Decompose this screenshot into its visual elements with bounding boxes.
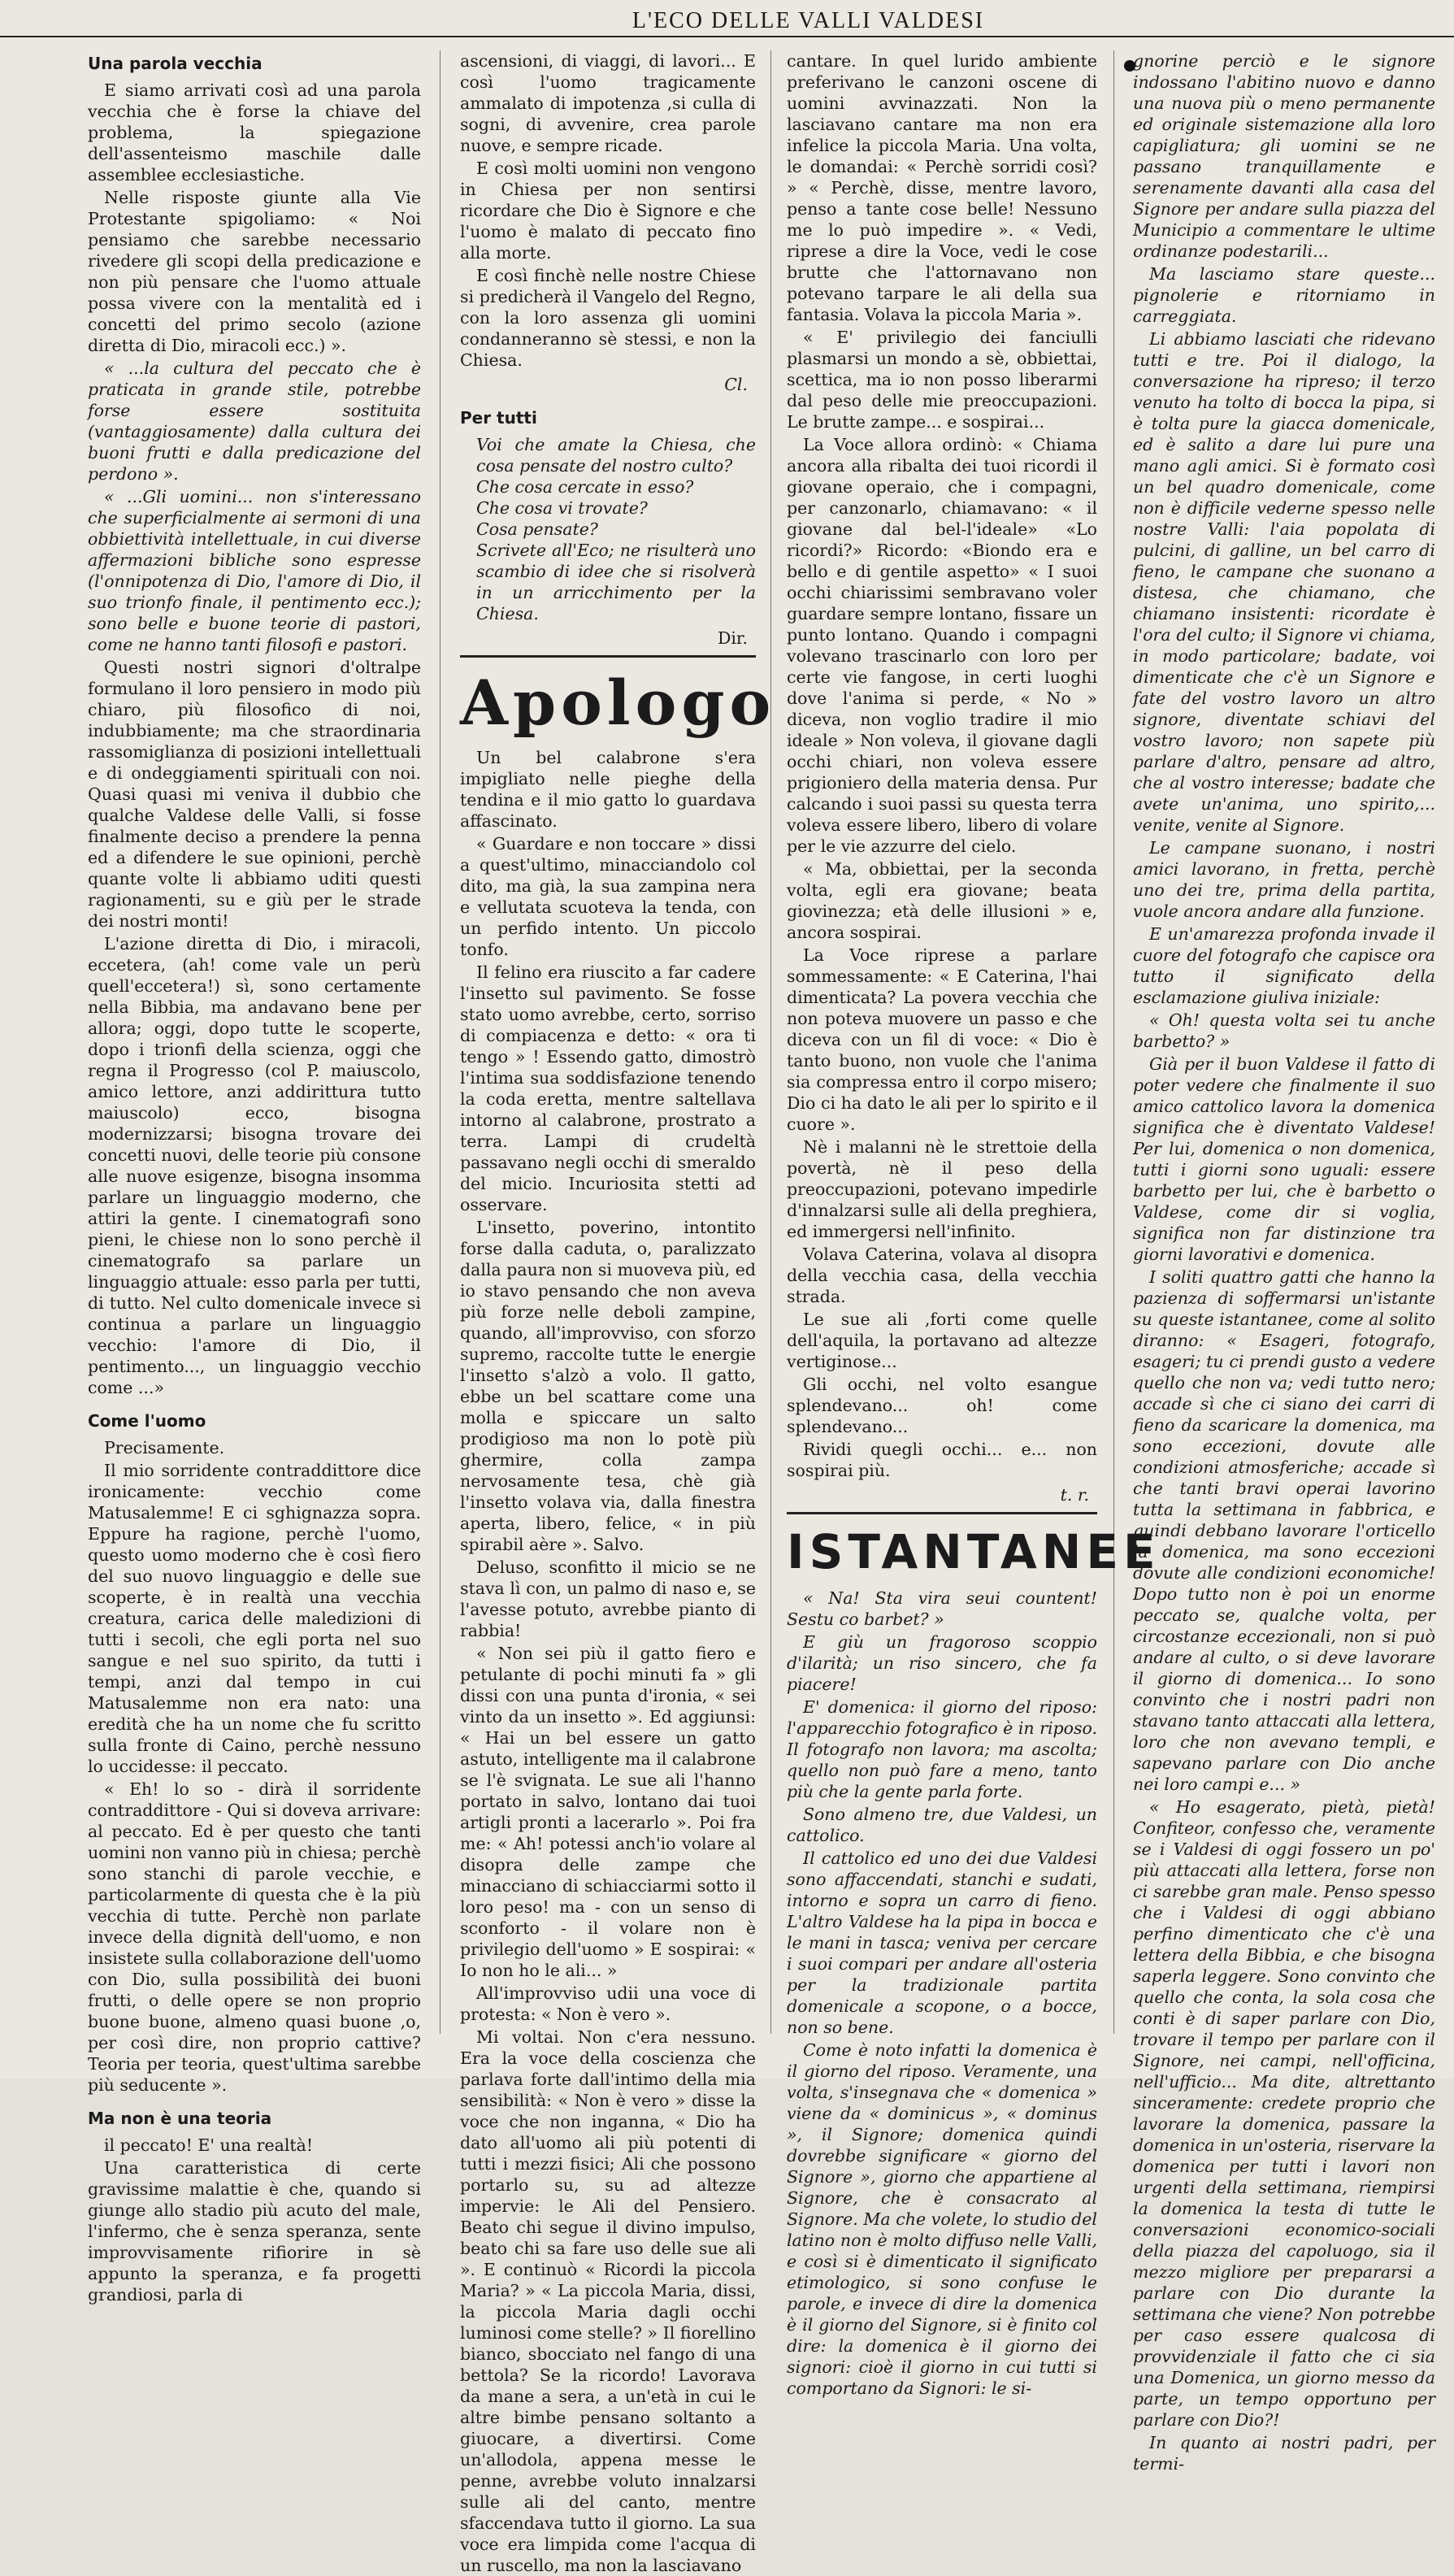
paragraph: ascensioni, di viaggi, di lavori... E così l'uomo tragicamente ammalato di impotenza ,si culla di sogni, di avvenire, crea parole nuove, e sempre ricade.: [460, 51, 756, 155]
signature: t. r.: [1060, 1485, 1089, 1505]
divider: [460, 655, 756, 658]
paragraph: La Voce allora ordinò: « Chiama ancora alla ribalta dei tuoi ricordi il giovane operaio, che i compagni, per canzonarlo, chiamavano: « il giovane dal bel-l'ideale» «Lo ricordi?» Ricordo: «Biondo era e bello e di gentile aspetto» « I suoi occhi chiarissimi sembravano voler guardare sempre lontano, fissare un punto lontano. Quando i compagni volevano trascinarlo con loro per certe vie fangose, in certi luoghi dove l'anima si perde, « No » diceva, non voglio tradire il mio ideale » Non voleva, il giovane dagli occhi chiari, non voleva essere prigioniero della materia densa. Pur calcando i suoi passi su questa terra voleva essere libero, libero di volare per le vie azzurre del cielo.: [787, 435, 1097, 856]
paragraph: il peccato! E' una realtà!: [104, 2135, 314, 2155]
paragraph: Gli occhi, nel volto esangue splendevano... oh! come splendevano...: [787, 1375, 1097, 1436]
paragraph: Nè i malanni nè le strettoie della povertà, nè il peso della preoccupazioni, potevano impedirle d'innalzarsi sulle ali della preghiera, ed immergersi nell'infinito.: [787, 1137, 1097, 1241]
paragraph: Sono almeno tre, due Valdesi, un cattolico.: [787, 1805, 1097, 1845]
masthead-title: L'ECO DELLE VALLI VALDESI: [632, 8, 985, 33]
paragraph: E un'amarezza profonda invade il cuore del fotografo che capisce ora tutto il significato della esclamazione giuliva iniziale:: [1133, 924, 1435, 1007]
verse-line: Che cosa cercate in esso?: [476, 477, 694, 497]
signature: Dir.: [717, 628, 748, 648]
column-rule: [1113, 50, 1114, 2034]
paragraph: Il felino era riuscito a far cadere l'insetto sul pavimento. Se fosse stato uomo avrebbe, certo, sorriso di compiacenza e detto: « ora ti tengo » ! Essendo gatto, dimostrò l'intima sua soddisfazione tenendo la coda eretta, mentre saltellava intorno al calabrone, prostrato a terra. Lampi di crudeltà passavano negli occhi di smeraldo del micio. Incuriosita stetti ad osservare.: [460, 962, 756, 1214]
paragraph: La Voce riprese a parlare sommessamente: « E Caterina, l'hai dimenticata? La povera vecchia che non poteva muovere un passo e che diceva con un fil di voce: « Dio è tanto buono, non vuole che l'anima sia compressa entro il corpo misero; Dio ci ha dato le ali per lo spirito e il cuore ».: [787, 945, 1097, 1134]
column-rule: [770, 50, 771, 2034]
paragraph: Rividi quegli occhi... e... non sospirai più.: [787, 1440, 1097, 1480]
paragraph: Mi voltai. Non c'era nessuno. Era la voce della coscienza che parlava forte dall'intimo della mia sensibilità: « Non è vero » disse la voce che non inganna, « Dio ha dato all'uomo ali più potenti di tutti i mezzi fisici; Ali che possono portarlo su, su ad altezze impervie: le Ali del Pensiero. Beato chi segue il divino impulso, beato chi sa fare uso delle sue ali ». E continuò « Ricordi la piccola Maria? » « La piccola Maria, dissi, la piccola Maria dagli occhi luminosi come stelle? » Il fiorellino bianco, sbocciato nel fango di una bettola? Se la ricordo! Lavorava da mane a sera, a un'età in cui le altre bimbe pensano soltanto a giuocare, a divertirsi. Come un'allodola, appena messe le penne, avrebbe voluto innalzarsi sulle ali del canto, mentre sfaccendava tutto il giorno. La sua voce era limpida come l'acqua di un ruscello, ma non la lasciavano: [460, 2027, 756, 2575]
paragraph: Nelle risposte giunte alla Vie Protestante spigoliamo: « Noi pensiamo che sarebbe necessario rivedere gli scopi della predicazione e non più pensare che l'uomo attuale possa vivere con la mentalità ed i concetti del primo secolo (azione diretta di Dio, miracoli ecc.) ».: [88, 188, 421, 355]
paragraph: « Ho esagerato, pietà, pietà! Confiteor, confesso che, veramente se i Valdesi di oggi fossero un po' più attaccati alla lettera, forse non ci sarebbe gran male. Penso spesso che i Valdesi di oggi abbiano perfino dimenticato che c'è una lettera della Bibbia, e che bisogna saperla leggere. Sono convinto che quello che conta, la sola cosa che conti è di saper parlare con Dio, trovare il tempo per parlare con il Signore, nei campi, nell'officina, nell'ufficio... Ma dite, altrettanto sinceramente: credete proprio che lavorare la domenica, passare la domenica in un'osteria, riservare la domenica per tutti i lavori non urgenti della settimana, riempirsi la domenica la testa di tutte le conversazioni economico-sociali della piazza del capoluogo, sia il mezzo migliore per prepararsi a parlare con Dio durante la settimana che viene? Non potrebbe per caso essere qualcosa di provvidenziale il fatto che ci sia una Domenica, un giorno messo da parte, un tempo opportuno per parlare con Dio?!: [1133, 1797, 1435, 2430]
column-4: [1133, 50, 1435, 2474]
verse-line: Voi che amate la Chiesa, che cosa pensate del nostro culto?: [476, 435, 756, 476]
paragraph: Ma lasciamo stare queste... pignolerie e ritorniamo in carreggiata.: [1133, 264, 1435, 326]
paragraph: Una caratteristica di certe gravissime malattie è che, quando si giunge allo stadio più acuto del male, l'infermo, che è senza speranza, sente improvvisamente rifiorire in sè appunto la speranza, e fa progetti grandiosi, parla di: [88, 2158, 421, 2304]
paragraph: « Ma, obbiettai, per la seconda volta, egli era giovane; beata giovinezza; età delle illusioni » e, ancora sospirai.: [787, 859, 1097, 942]
article-title: ISTANTANEE: [787, 1524, 1161, 1579]
paragraph: L'insetto, poverino, intontito forse dalla caduta, o, paralizzato dalla paura non si muoveva più, ed io stavo pensando che non aveva più forze nelle deboli zampine, quando, all'improvviso, con sforzo supremo, raccolte tutte le energie l'insetto s'alzò a volo. Il gatto, ebbe un bel scattare come una molla e spiccare un salto prodigioso ma non lo potè più ghermire, colla zampa nervosamente tesa, chè già l'insetto volava via, dalla finestra aperta, libero, felice, « in più spirabil aère ». Salvo.: [460, 1218, 756, 1554]
verse-block: [476, 434, 756, 624]
paragraph: E siamo arrivati così ad una parola vecchia che è forse la chiave del problema, la spiegazione dell'assenteismo maschile dalle assemblee ecclesiastiche.: [88, 80, 421, 185]
paragraph: « Non sei più il gatto fiero e petulante di pochi minuti fa » gli dissi con una punta d'ironia, « sei vinto da un insetto ». Ed aggiunsi: « Hai un bel essere un gatto astuto, intelligente ma il calabrone se l'è svignata. Le sue ali l'hanno portato in salvo, lontano dai tuoi artigli pronti a lacerarlo ». Poi fra me: « Ah! potessi anch'io volare al disopra delle zampe che minacciano di schiacciarmi sotto il loro peso! ma - con un senso di sconforto - il volare non è privilegio dell'uomo » E sospirai: « Io non ho le ali... »: [460, 1644, 756, 1980]
paragraph: Come è noto infatti la domenica è il giorno del riposo. Veramente, una volta, s'insegnava che « domenica » viene da « dominicus », « dominus », il Signore; domenica quindi dovrebbe significare « giorno del Signore », giorno che appartiene al Signore, che è consacrato al Signore. Ma che volete, lo studio del latino non è molto diffuso nelle Valli, e così si è dimenticato il significato etimologico, si sono confuse le parole, e invece di dire la domenica è il giorno del Signore, si è finito col dire: la domenica è il giorno dei signori: cioè il giorno in cui tutti si comportano da Signori: le si-: [787, 2040, 1097, 2398]
paragraph: E così finchè nelle nostre Chiese si predicherà il Vangelo del Regno, con la loro assenza gli uomini condanneranno sè stessi, e non la Chiesa.: [460, 266, 756, 370]
verse-line: Cosa pensate?: [476, 519, 598, 539]
verse-line: Che cosa vi trovate?: [476, 498, 648, 518]
article-title: Apologo: [460, 667, 776, 739]
column-1: [88, 50, 421, 2304]
paragraph: Questi nostri signori d'oltralpe formulano il loro pensiero in modo più chiaro, più filosofico di noi, indubbiamente; ma che straordinaria rassomiglianza di posizioni intellettuali e di ondeggiamenti spirituali con noi. Quasi quasi mi veniva il dubbio che qualche Valdese delle Valli, si fosse finalmente deciso a prendere la penna ed a difendere le sue opinioni, perchè quante volte li abbiamo uditi questi ragionamenti, su e giù per le strade dei nostri monti!: [88, 658, 421, 931]
paragraph: E così molti uomini non vengono in Chiesa per non sentirsi ricordare che Dio è Signore e che l'uomo è malato di peccato fino alla morte.: [460, 159, 756, 263]
section-heading: Una parola vecchia: [88, 54, 263, 73]
paragraph: « Na! Sta vira seui countent! Sestu co barbet? »: [787, 1588, 1097, 1629]
paragraph: « Guardare e non toccare » dissi a quest'ultimo, minacciandolo col dito, ma già, la sua zampina nera e vellutata scuoteva la tenda, con un perfido intento. Un piccolo tonfo.: [460, 834, 756, 959]
paragraph: I soliti quattro gatti che hanno la pazienza di soffermarsi un'istante su queste istantanee, come al solito diranno: « Esageri, fotografo, esageri; tu ci prendi gusto a vedere quello che non va; vedi tutto nero; accade sì che ci siano dei carri di fieno da scaricare la domenica, ma sono eccezioni, dovute alle condizioni atmosferiche; accade sì che tanti bravi operai lavorino tutta la settimana in fabbrica, e quindi debbano lavorare l'orticello la domenica, ma sono eccezioni dovute alle condizioni economiche! Dopo tutto non è poi un enorme peccato se, qualche volta, per circostanze eccezionali, non si può andare al culto, o si deve lavorare il giorno di domenica... Io sono convinto che i nostri padri non stavano tanto attaccati alla lettera, loro che non avevano templi, e sapevano parlare con Dio anche nei loro campi e... »: [1133, 1267, 1435, 1794]
section-heading: Come l'uomo: [88, 1411, 206, 1431]
paragraph: Volava Caterina, volava al disopra della vecchia casa, della vecchia strada.: [787, 1245, 1097, 1306]
paragraph: Deluso, sconfitto il micio se ne stava lì con, un palmo di naso e, se l'avesse potuto, avrebbe pianto di rabbia!: [460, 1557, 756, 1640]
paragraph: All'improvviso udii una voce di protesta: « Non è vero ».: [460, 1983, 756, 2024]
signature: Cl.: [724, 375, 748, 394]
column-2: [460, 50, 776, 2575]
paragraph: « ...la cultura del peccato che è praticata in grande stile, potrebbe forse essere sostituita (vantaggiosamente) dalla cultura dei buoni frutti e dalla predicazione del perdono ».: [88, 358, 421, 484]
paragraph: Un bel calabrone s'era impigliato nelle pieghe della tendina e il mio gatto lo guardava affascinato.: [460, 748, 756, 831]
column-3: [787, 50, 1161, 2398]
paragraph: Li abbiamo lasciati che ridevano tutti e tre. Poi il dialogo, la conversazione ha ripreso; il terzo venuto ha tolto di bocca la pipa, si è tolta pure la giacca domenicale, ed è salito a dare lui pure una mano agli amici. Si è formato così un bel quadro domenicale, come non è difficile vederne spesso nelle nostre Valli: l'aia popolata di pulcini, di galline, un bel carro di fieno, le campane che suonano a distesa, che chiamano, che chiamano insistenti: ricordate è l'ora del culto; il Signore vi chiama, in modo particolare; badate, voi dimenticate che c'è un Signore e fate del vostro lavoro un altro signore, diventate schiavi del vostro lavoro; non sapete più parlare d'altro, pensare ad altro, che al vostro interesse; badate che avete un'anima, uno spirito,... venite, venite al Signore.: [1133, 329, 1435, 835]
paragraph: « Eh! lo so - dirà il sorridente contraddittore - Qui si doveva arrivare: al peccato. Ed è per questo che tanti uomini non vanno più in chiesa; perchè sono stanchi di parole vecchie, e particolarmente di questa che è la più vecchia di tutte. Perchè non parlate invece della dignità dell'uomo, e non insistete sulla collaborazione dell'uomo con Dio, sulla possibilità dei buoni frutti, o delle opere se non proprio buone buone, almeno quasi buone ,o, per così dire, non proprio cattive? Teoria per teoria, quest'ultima sarebbe più seducente ».: [88, 1779, 421, 2095]
paragraph: E giù un fragoroso scoppio d'ilarità; un riso sincero, che fa piacere!: [787, 1632, 1097, 1694]
paragraph: Le sue ali ,forti come quelle dell'aquila, la portavano ad altezze vertiginose...: [787, 1310, 1097, 1371]
column-rule: [440, 50, 441, 2034]
paragraph: Le campane suonano, i nostri amici lavorano, in fretta, perchè uno dei tre, prima della partita, vuole ancora andare alla funzione.: [1133, 838, 1435, 921]
paragraph: In quanto ai nostri padri, per termi-: [1133, 2433, 1435, 2474]
paragraph: Precisamente.: [104, 1438, 225, 1457]
paragraph: gnorine perciò e le signore indossano l'abitino nuovo e danno una nuova più o meno permanente ed originale sistemazione alla loro capigliatura; gli uomini se ne passano tranquillamente e serenamente davanti alla casa del Signore per andare sulla piazza del Municipio a commentare le ultime ordinanze podestarili...: [1133, 51, 1435, 261]
paragraph: Già per il buon Valdese il fatto di poter vedere che finalmente il suo amico cattolico lavora la domenica significa che è diventato Valdese! Per lui, domenica o non domenica, tutti i giorni sono uguali: essere barbetto per lui, che è barbetto o Valdese, come dir si voglia, significa non far distinzione tra giorni lavorativi e domenica.: [1133, 1054, 1435, 1264]
paragraph: « ...Gli uomini... non s'interessano che superficialmente ai sermoni di una obbiettività intellettuale, in cui diverse affermazioni bibliche sono espresse (l'onnipotenza di Dio, l'amore di Dio, il suo trionfo finale, il pentimento ecc.); sono belle e buone teorie di pastori, come ne hanno tanti filosofi e pastori.: [88, 487, 421, 654]
paragraph: « Oh! questa volta sei tu anche barbetto? »: [1133, 1010, 1435, 1051]
section-heading: Per tutti: [460, 408, 537, 428]
masthead: [0, 3, 1454, 37]
paragraph: Il mio sorridente contraddittore dice ironicamente: vecchio come Matusalemme! E ci sghignazza sopra. Eppure ha ragione, perchè l'uomo, questo uomo moderno che è così fiero del suo nuovo linguaggio e delle sue scoperte, è in realtà una vecchia creatura, carica delle maledizioni di tutti i secoli, che egli porta nel suo sangue e nel suo spirito, da tutti i tempi, anzi dal tempo in cui Matusalemme non era nato: una eredità che ha un nome che fu scritto sulla fronte di Caino, perchè nessuno lo uccidesse: il peccato.: [88, 1461, 421, 1776]
paragraph: « E' privilegio dei fanciulli plasmarsi un mondo a sè, obbiettai, scettica, ma io non posso liberarmi dal peso delle mie preoccupazioni. Le brutte zampe... e sospirai...: [787, 328, 1097, 432]
paragraph: L'azione diretta di Dio, i miracoli, eccetera, (ah! come vale un perù quell'eccetera!) sì, sono certamente nella Bibbia, ma andavano bene per allora; oggi, dopo tutte le scoperte, dopo i trionfi della scienza, oggi che regna il Progresso (col P. maiuscolo, amico lettore, anzi addirittura tutto maiuscolo) ecco, bisogna modernizzarsi; bisogna trovare dei concetti nuovi, delle teorie più consone alle nuove esigenze, bisogna insomma parlare un linguaggio moderno, che attiri la gente. I cinematografi sono pieni, le chiese non lo sono perchè il cinematografo sa parlare un linguaggio attuale: esso parla per tutti, di tutto. Nel culto domenicale invece si continua a parlare un linguaggio vecchio: l'amore di Dio, il pentimento..., un linguaggio vecchio come ...»: [88, 934, 421, 1397]
divider: [787, 1512, 1097, 1514]
verse-line: Scrivete all'Eco; ne risulterà uno scambio di idee che si risolverà in un arricchimento per la Chiesa.: [476, 541, 756, 623]
paragraph: cantare. In quel lurido ambiente preferivano le canzoni oscene di uomini avvinazzati. Non la lasciavano cantare ma non era infelice la piccola Maria. Una volta, le domandai: « Perchè sorridi così? » « Perchè, disse, mentre lavoro, penso a tante cose belle! Nessuno me lo può impedire ». « Vedi, riprese a dire la Voce, vedi le cose brutte che l'attornavano non potevano tarpare le ali della sua fantasia. Volava la piccola Maria ».: [787, 51, 1097, 324]
section-heading: Ma non è una teoria: [88, 2109, 272, 2128]
paragraph: Il cattolico ed uno dei due Valdesi sono affaccendati, stanchi e sudati, intorno e sopra un carro di fieno. L'altro Valdese ha la pipa in bocca e le mani in tasca; veniva per cercare i suoi compari per andare all'osteria per la tradizionale partita domenicale a scopone, o a bocce, non so bene.: [787, 1848, 1097, 2037]
paragraph: E' domenica: il giorno del riposo: l'apparecchio fotografico è in riposo. Il fotografo non lavora; ma ascolta; quello non può fare a meno, tanto più che la gente parla forte.: [787, 1697, 1097, 1801]
